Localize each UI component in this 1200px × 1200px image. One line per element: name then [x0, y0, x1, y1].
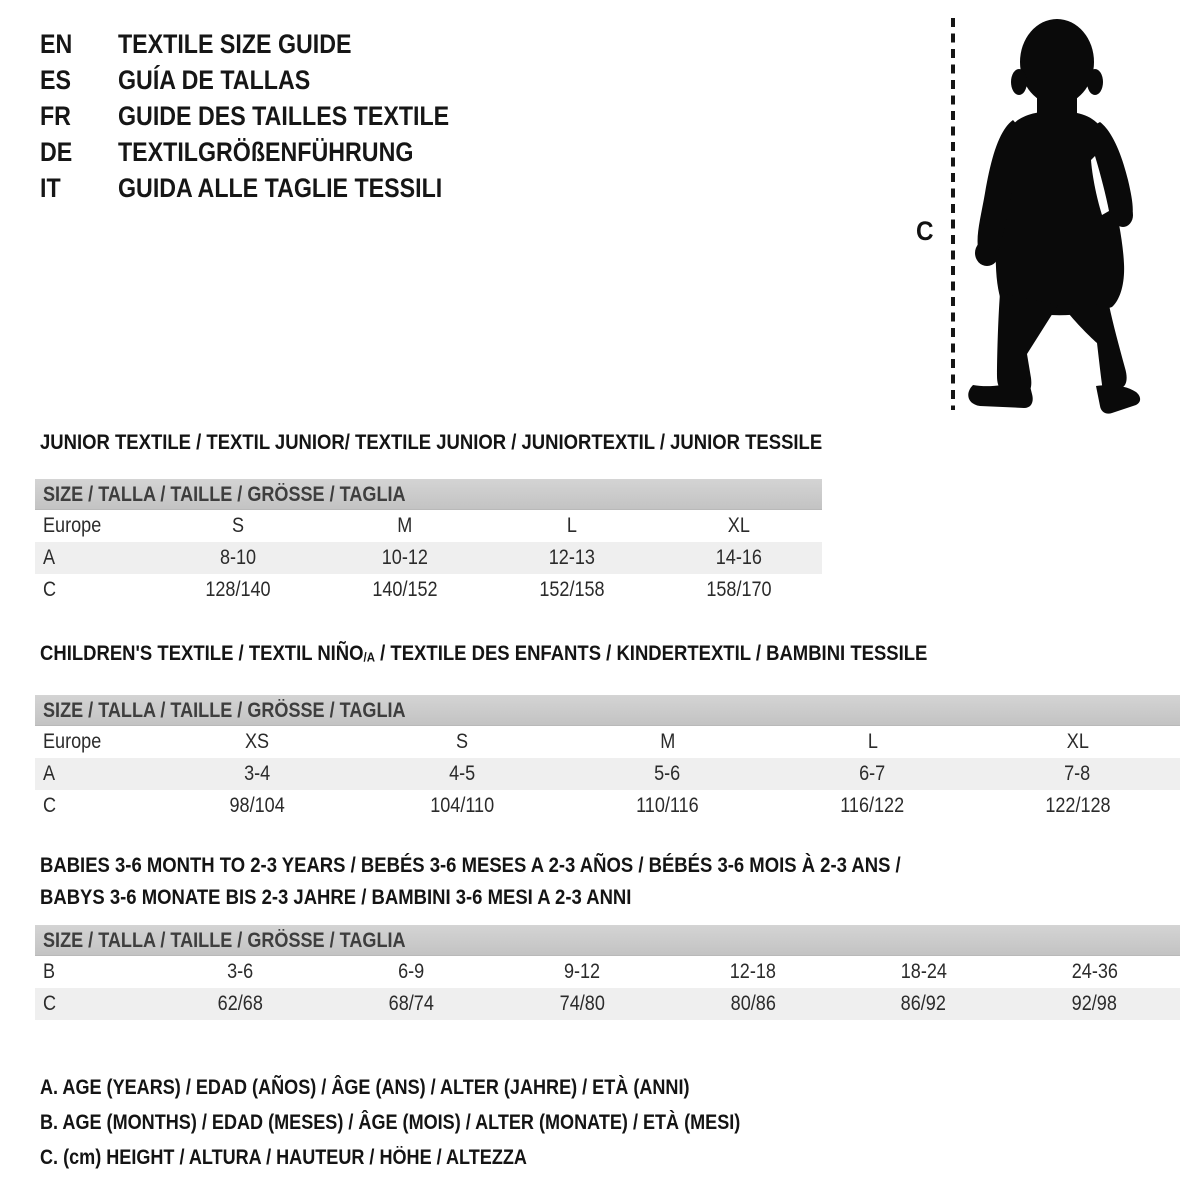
value-text: 152/158: [539, 578, 605, 601]
value-cell: [155, 546, 322, 570]
value-text: 5-6: [654, 761, 681, 785]
row-label-cell: [35, 960, 155, 984]
size-section-babies: [35, 849, 1180, 1020]
value-text: 104/110: [430, 793, 495, 817]
row-label: A: [43, 761, 56, 785]
section-title-line: [40, 849, 1180, 881]
size-table-junior: [35, 479, 822, 606]
legend-line: [40, 1070, 854, 1105]
value-text: 80/86: [730, 992, 776, 1015]
row-label-cell: [35, 514, 155, 538]
row-label: A: [43, 546, 56, 569]
table-row: [35, 726, 1180, 758]
table-row: [35, 988, 1180, 1020]
height-measure-label: C: [916, 216, 934, 246]
value-cell: [155, 794, 360, 818]
silhouette-hand-left: [975, 240, 999, 266]
value-cell: [565, 794, 770, 818]
value-text: 74/80: [559, 992, 605, 1015]
value-cell: [655, 546, 822, 570]
section-title-line: [40, 641, 1180, 670]
value-text: 110/116: [636, 793, 699, 817]
value-cell: [155, 730, 360, 754]
size-header-bar: [35, 695, 1180, 726]
value-text: 92/98: [1071, 992, 1118, 1015]
value-text: 128/140: [205, 578, 272, 601]
value-cell: [155, 960, 326, 984]
value-cell: [975, 794, 1180, 818]
value-text: 68/74: [388, 992, 434, 1015]
row-label-cell: [35, 762, 155, 786]
size-header-text: SIZE / TALLA / TAILLE / GRÖSSE / TAGLIA: [43, 483, 406, 506]
language-code: IT: [40, 172, 61, 203]
language-title: [118, 29, 390, 60]
value-cell: [1009, 992, 1180, 1016]
row-label-cell: [35, 578, 155, 602]
language-code: FR: [40, 100, 71, 131]
value-text: 4-5: [449, 761, 476, 785]
row-label-cell: [35, 794, 155, 818]
value-cell: [770, 730, 975, 754]
legend-text: C. (cm) HEIGHT / ALTURA / HAUTEUR / HÖHE / ALTEZZA: [40, 1146, 527, 1169]
value-cell: [326, 960, 497, 984]
table-row: [35, 542, 822, 574]
value-text: M: [659, 729, 676, 753]
legend-line: [40, 1105, 854, 1140]
value-text: 6-9: [398, 960, 425, 983]
size-header-bar: [35, 479, 822, 510]
value-cell: [489, 514, 656, 538]
value-text: S: [456, 729, 469, 753]
title-segment: BABIES 3-6 MONTH TO 2-3 YEARS / BEBÉS 3-6 MESES A 2-3 AÑOS / BÉBÉS 3-6 MOIS À 2-3 ANS /: [40, 853, 901, 877]
row-label-cell: [35, 992, 155, 1016]
value-text: S: [232, 514, 245, 537]
value-cell: [838, 992, 1009, 1016]
toddler-silhouette: [968, 19, 1140, 414]
section-title-text: [40, 881, 631, 913]
table-row: [35, 956, 1180, 988]
value-cell: [489, 546, 656, 570]
language-title: [118, 137, 462, 168]
table-row: [35, 758, 1180, 790]
section-title-text: [40, 641, 927, 670]
title-subscript: /A: [363, 649, 376, 665]
size-section-children: [35, 641, 1180, 822]
value-text: 14-16: [715, 546, 762, 569]
language-row: [40, 62, 503, 98]
language-title-text: GUIDA ALLE TAGLIE TESSILI: [118, 172, 443, 203]
value-text: L: [566, 514, 577, 537]
value-cell: [155, 514, 322, 538]
value-cell: [770, 794, 975, 818]
value-cell: [322, 578, 489, 602]
section-title-line: [40, 881, 1180, 913]
silhouette-ear-left: [1011, 69, 1027, 95]
section-title: [35, 849, 1180, 913]
silhouette-leg-right: [1060, 303, 1127, 392]
size-header-bar: [35, 925, 1180, 956]
value-text: XL: [727, 514, 750, 537]
value-text: 98/104: [229, 793, 286, 817]
size-header-text: SIZE / TALLA / TAILLE / GRÖSSE / TAGLIA: [43, 929, 406, 952]
value-cell: [838, 960, 1009, 984]
section-title: [35, 430, 822, 454]
value-text: 140/152: [372, 578, 438, 601]
toddler-figure: [905, 8, 1195, 420]
value-text: 3-4: [244, 761, 271, 785]
section-title-text: [40, 430, 822, 454]
row-label: B: [43, 960, 56, 983]
value-text: 6-7: [859, 761, 886, 785]
value-cell: [489, 578, 656, 602]
table-row: [35, 790, 1180, 822]
value-cell: [667, 960, 838, 984]
table-row: [35, 510, 822, 542]
table-row: [35, 574, 822, 606]
value-cell: [565, 730, 770, 754]
row-label-cell: [35, 546, 155, 570]
language-row: [40, 134, 503, 170]
legend: [40, 1070, 854, 1175]
value-text: 9-12: [563, 960, 601, 983]
value-text: 12-18: [729, 960, 776, 983]
value-cell: [497, 960, 668, 984]
language-title-list: [40, 26, 503, 206]
value-text: 18-24: [900, 960, 947, 983]
value-text: 12-13: [548, 546, 595, 569]
value-cell: [975, 762, 1180, 786]
value-text: 62/68: [217, 992, 264, 1015]
value-cell: [975, 730, 1180, 754]
language-code: DE: [40, 136, 73, 167]
section-title-text: [40, 849, 901, 881]
language-title: [118, 101, 503, 132]
value-cell: [655, 514, 822, 538]
language-title-text: TEXTILE SIZE GUIDE: [118, 28, 352, 59]
language-title-text: TEXTILGRÖßENFÜHRUNG: [118, 136, 414, 167]
value-cell: [497, 992, 668, 1016]
row-label: C: [43, 578, 57, 601]
value-cell: [322, 546, 489, 570]
row-label: Europe: [43, 514, 102, 537]
value-text: 116/122: [840, 793, 905, 817]
title-segment: CHILDREN'S TEXTILE / TEXTIL NIÑO: [40, 641, 364, 665]
value-cell: [155, 992, 326, 1016]
size-table-babies: [35, 925, 1180, 1020]
title-segment: BABYS 3-6 MONATE BIS 2-3 JAHRE / BAMBINI 3-6 MESI A 2-3 ANNI: [40, 885, 632, 909]
language-code: EN: [40, 28, 73, 59]
silhouette-foot-right: [1096, 385, 1140, 414]
toddler-figure-svg: [905, 8, 1195, 420]
title-segment: / TEXTILE DES ENFANTS / KINDERTEXTIL / BAMBINI TESSILE: [375, 641, 928, 665]
row-label: C: [43, 793, 57, 817]
value-cell: [655, 578, 822, 602]
value-cell: [155, 578, 322, 602]
value-cell: [1009, 960, 1180, 984]
value-cell: [360, 762, 565, 786]
row-label: Europe: [43, 729, 102, 753]
row-label-cell: [35, 730, 155, 754]
language-row: [40, 170, 503, 206]
value-text: 8-10: [220, 546, 257, 569]
size-table-children: [35, 695, 1180, 822]
legend-text: B. AGE (MONTHS) / EDAD (MESES) / ÂGE (MOIS) / ALTER (MONATE) / ETÀ (MESI): [40, 1111, 741, 1134]
section-title-line: [40, 430, 822, 454]
value-cell: [360, 730, 565, 754]
value-text: 86/92: [901, 992, 947, 1015]
language-code: ES: [40, 64, 71, 95]
value-cell: [667, 992, 838, 1016]
legend-text: A. AGE (YEARS) / EDAD (AÑOS) / ÂGE (ANS) / ALTER (JAHRE) / ETÀ (ANNI): [40, 1076, 690, 1099]
value-text: M: [397, 514, 413, 537]
value-text: 122/128: [1044, 793, 1111, 817]
size-header-text: SIZE / TALLA / TAILLE / GRÖSSE / TAGLIA: [43, 698, 406, 722]
title-segment: JUNIOR TEXTILE / TEXTIL JUNIOR/ TEXTILE JUNIOR / JUNIORTEXTIL / JUNIOR TESSILE: [40, 430, 823, 454]
language-title-text: GUÍA DE TALLAS: [118, 64, 311, 95]
language-title-text: GUIDE DES TAILLES TEXTILE: [118, 100, 450, 131]
value-text: 10-12: [382, 546, 429, 569]
silhouette-ear-right: [1087, 69, 1103, 95]
legend-line: [40, 1140, 854, 1175]
value-text: L: [867, 729, 878, 753]
silhouette-hand-right: [1113, 203, 1133, 227]
row-label: C: [43, 992, 57, 1015]
language-title: [118, 65, 342, 96]
value-text: 24-36: [1071, 960, 1118, 983]
value-cell: [565, 762, 770, 786]
value-cell: [770, 762, 975, 786]
value-text: 7-8: [1064, 761, 1091, 785]
value-text: 158/170: [705, 578, 772, 601]
language-row: [40, 98, 503, 134]
value-text: 3-6: [227, 960, 254, 983]
language-title: [118, 173, 495, 204]
value-text: XL: [1066, 729, 1089, 753]
value-cell: [360, 794, 565, 818]
size-section-junior: [35, 430, 822, 606]
value-cell: [326, 992, 497, 1016]
language-row: [40, 26, 503, 62]
value-cell: [155, 762, 360, 786]
value-text: XS: [245, 729, 270, 753]
section-title: [35, 641, 1180, 670]
value-cell: [322, 514, 489, 538]
